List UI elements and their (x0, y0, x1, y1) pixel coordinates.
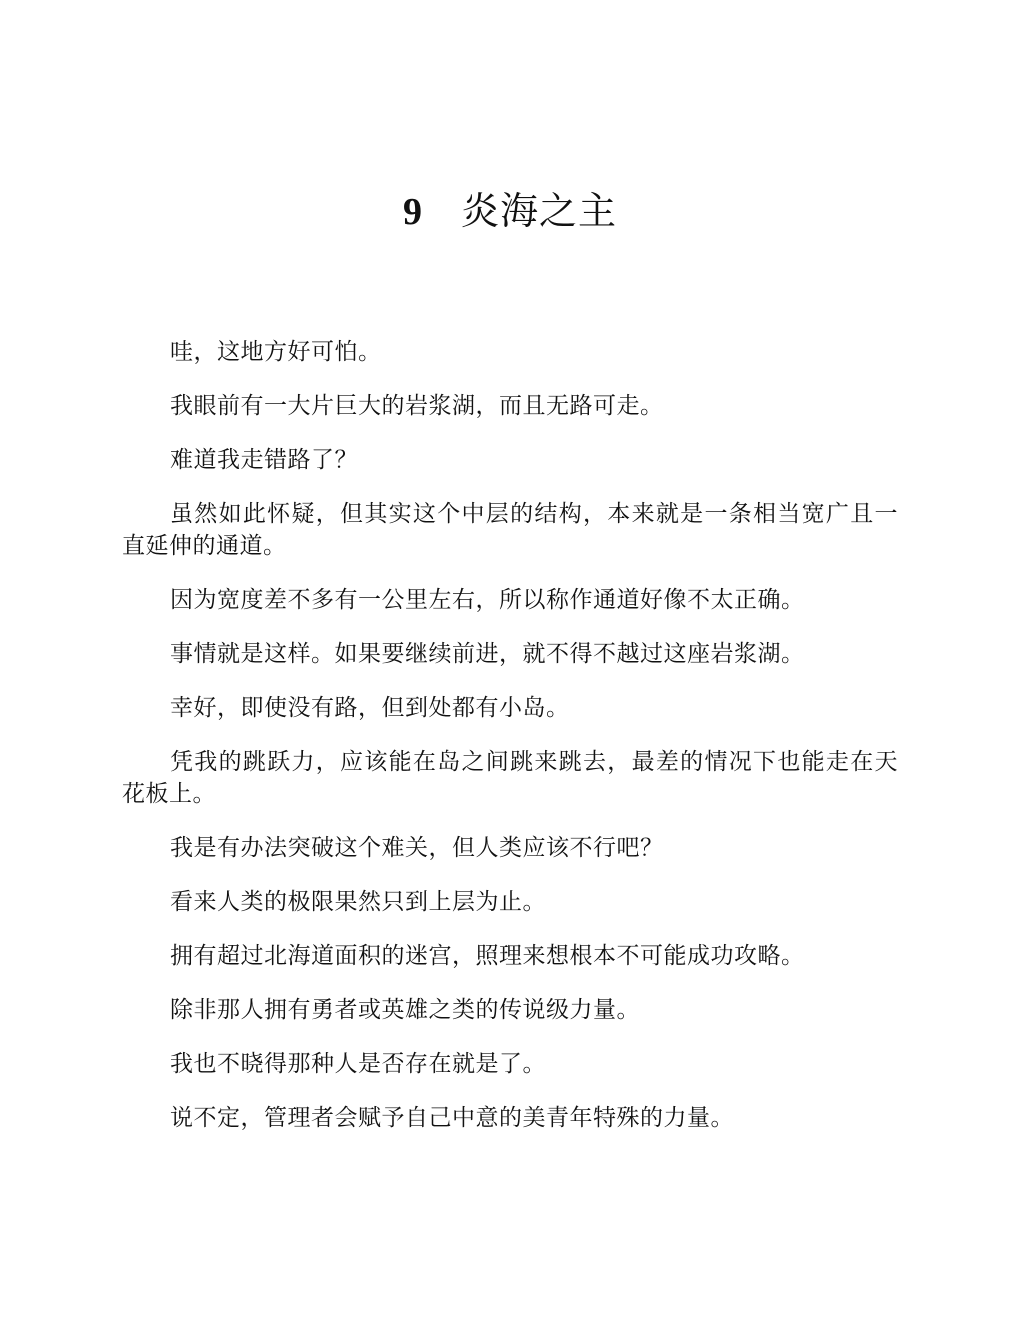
paragraph: 看来人类的极限果然只到上层为止。 (170, 889, 546, 915)
paragraph: 难道我走错路了？ (170, 447, 358, 473)
paragraph: 幸好，即使没有路，但到处都有小岛。 (170, 695, 570, 721)
chapter-heading (0, 185, 1020, 238)
paragraph: 说不定，管理者会赋予自己中意的美青年特殊的力量。 (170, 1105, 734, 1131)
paragraph: 我也不晓得那种人是否存在就是了。 (170, 1051, 546, 1077)
chapter-number: 9 (402, 191, 423, 234)
body-text (122, 336, 898, 1156)
paragraph: 虽然如此怀疑，但其实这个中层的结构，本来就是一条相当宽广且一直延伸的通道。 (122, 501, 898, 559)
paragraph: 我眼前有一大片巨大的岩浆湖，而且无路可走。 (170, 393, 664, 419)
paragraph: 事情就是这样。如果要继续前进，就不得不越过这座岩浆湖。 (170, 641, 805, 667)
paragraph: 拥有超过北海道面积的迷宫，照理来想根本不可能成功攻略。 (170, 943, 805, 969)
paragraph: 因为宽度差不多有一公里左右，所以称作通道好像不太正确。 (170, 587, 805, 613)
paragraph: 我是有办法突破这个难关，但人类应该不行吧？ (170, 835, 664, 861)
chapter-title: 炎海之主 (460, 189, 617, 234)
paragraph: 哇，这地方好可怕。 (170, 339, 382, 365)
paragraph: 除非那人拥有勇者或英雄之类的传说级力量。 (170, 997, 640, 1023)
paragraph: 凭我的跳跃力，应该能在岛之间跳来跳去，最差的情况下也能走在天花板上。 (122, 749, 898, 807)
